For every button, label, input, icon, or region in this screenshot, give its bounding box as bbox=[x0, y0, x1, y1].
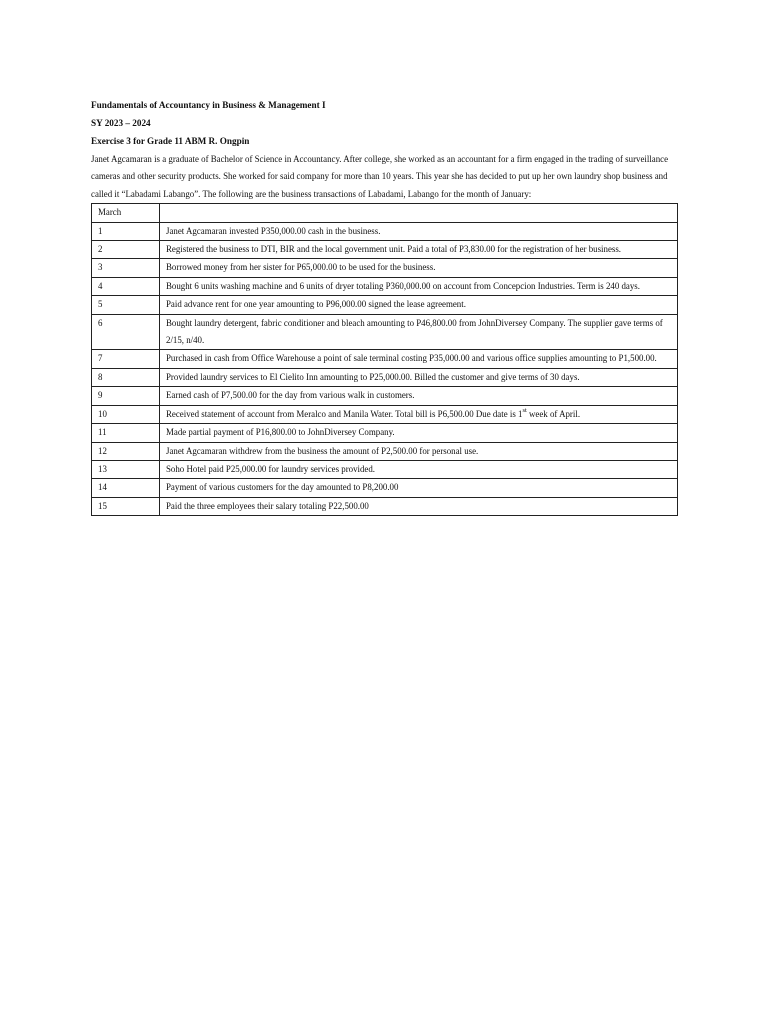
ordinal-suffix: st bbox=[522, 406, 527, 414]
table-row bbox=[92, 314, 678, 350]
transaction-cell: Paid the three employees their salary totaling P22,500.00 bbox=[160, 497, 678, 515]
transaction-cell: Payment of various customers for the day amounted to P8,200.00 bbox=[160, 479, 678, 497]
transaction-cell: Janet Agcamaran withdrew from the business the amount of P2,500.00 for personal use. bbox=[160, 442, 678, 460]
transaction-cell: Paid advance rent for one year amounting to P96,000.00 signed the lease agreement. bbox=[160, 296, 678, 314]
table-row bbox=[92, 277, 678, 295]
day-cell: 15 bbox=[92, 497, 160, 515]
day-cell: 14 bbox=[92, 479, 160, 497]
transaction-cell: Purchased in cash from Office Warehouse a point of sale terminal costing P35,000.00 and various office supplies amounting to P1,500.00. bbox=[160, 350, 678, 368]
day-cell: 9 bbox=[92, 387, 160, 405]
day-cell: 12 bbox=[92, 442, 160, 460]
table-header-row bbox=[92, 204, 678, 222]
table-row bbox=[92, 424, 678, 442]
table-row bbox=[92, 259, 678, 277]
transaction-text: week of April. bbox=[526, 408, 581, 419]
day-cell: 1 bbox=[92, 222, 160, 240]
table-row bbox=[92, 405, 678, 423]
month-header: March bbox=[92, 204, 160, 222]
day-cell: 8 bbox=[92, 368, 160, 386]
day-cell: 7 bbox=[92, 350, 160, 368]
transaction-cell: Borrowed money from her sister for P65,000.00 to be used for the business. bbox=[160, 259, 678, 277]
transaction-cell: Soho Hotel paid P25,000.00 for laundry services provided. bbox=[160, 460, 678, 478]
table-row bbox=[92, 442, 678, 460]
table-row bbox=[92, 479, 678, 497]
table-row bbox=[92, 296, 678, 314]
day-cell: 2 bbox=[92, 241, 160, 259]
day-cell: 6 bbox=[92, 314, 160, 350]
course-title: Fundamentals of Accountancy in Business & Management I bbox=[91, 100, 326, 110]
table-row bbox=[92, 222, 678, 240]
day-cell: 11 bbox=[92, 424, 160, 442]
day-cell: 10 bbox=[92, 405, 160, 423]
intro-paragraph: Janet Agcamaran is a graduate of Bachelor of Science in Accountancy. After college, she worked as an accountant for a firm engaged in the trading of surveillance cameras and other security products. She worked for said company for more than 10 years. This year she has decided to put up her own laundry shop business and called it “Labadami Labango”. The following are the business transactions of Labadami, Labango for the month of January: bbox=[91, 154, 669, 199]
transaction-cell: Janet Agcamaran invested P350,000.00 cash in the business. bbox=[160, 222, 678, 240]
transaction-cell: Provided laundry services to El Cielito Inn amounting to P25,000.00. Billed the customer and give terms of 30 days. bbox=[160, 368, 678, 386]
transaction-text: Received statement of account from Meralco and Manila Water. Total bill is P6,500.00 Due date is 1 bbox=[166, 408, 523, 419]
day-cell: 3 bbox=[92, 259, 160, 277]
transaction-cell bbox=[160, 405, 678, 423]
day-cell: 4 bbox=[92, 277, 160, 295]
table-row bbox=[92, 387, 678, 405]
transaction-cell: Registered the business to DTI, BIR and the local government unit. Paid a total of P3,830.00 for the registration of her business. bbox=[160, 241, 678, 259]
school-year: SY 2023 – 2024 bbox=[91, 118, 151, 128]
table-row bbox=[92, 497, 678, 515]
day-cell: 5 bbox=[92, 296, 160, 314]
table-row bbox=[92, 460, 678, 478]
day-cell: 13 bbox=[92, 460, 160, 478]
table-row bbox=[92, 350, 678, 368]
table-row bbox=[92, 241, 678, 259]
table-row bbox=[92, 368, 678, 386]
transaction-cell: Bought 6 units washing machine and 6 units of dryer totaling P360,000.00 on account from Concepcion Industries. Term is 240 days. bbox=[160, 277, 678, 295]
description-header bbox=[160, 204, 678, 222]
exercise-title: Exercise 3 for Grade 11 ABM R. Ongpin bbox=[91, 136, 250, 146]
exercise-document bbox=[91, 96, 681, 516]
transaction-cell: Bought laundry detergent, fabric conditioner and bleach amounting to P46,800.00 from JohnDiversey Company. The supplier gave terms of 2/15, n/40. bbox=[160, 314, 678, 350]
transaction-cell: Earned cash of P7,500.00 for the day from various walk in customers. bbox=[160, 387, 678, 405]
transactions-table bbox=[91, 203, 678, 516]
transaction-cell: Made partial payment of P16,800.00 to JohnDiversey Company. bbox=[160, 424, 678, 442]
